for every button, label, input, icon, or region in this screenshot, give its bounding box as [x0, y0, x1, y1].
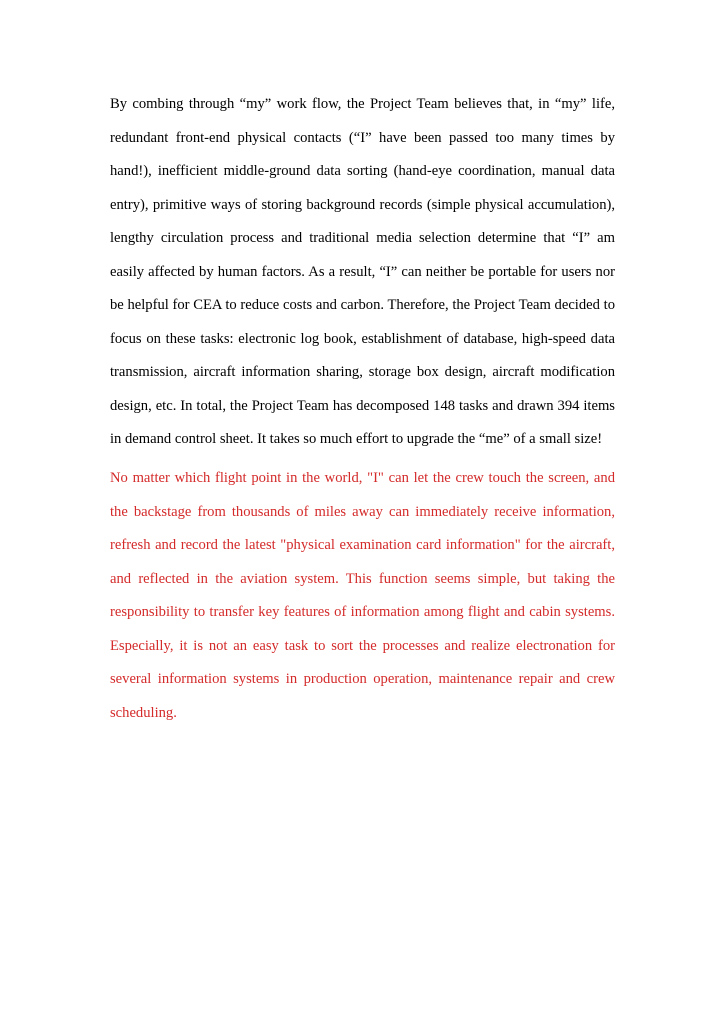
paragraph-flight-point-highlight: No matter which flight point in the world, "I" can let the crew touch the screen, and the backstage from thousands of miles away can immediately receive information, refresh and record the latest "physical examination card information" for the aircraft, and reflected in the aviation system. This function seems simple, but taking the responsibility to transfer key features of information among flight and cabin systems. Especially, it is not an easy task to sort the processes and realize electronation for several information systems in production operation, maintenance repair and crew scheduling. — [110, 470, 615, 721]
paragraph-project-team-workflow: By combing through “my” work flow, the Project Team believes that, in “my” life, redundant front-end physical contacts (“I” have been passed too many times by hand!), inefficient middle-ground data sorting (hand-eye coordination, manual data entry), primitive ways of storing background records (simple physical accumulation), lengthy circulation process and traditional media selection determine that “I” am easily affected by human factors. As a result, “I” can neither be portable for users nor be helpful for CEA to reduce costs and carbon. Therefore, the Project Team decided to focus on these tasks: electronic log book, establishment of database, high-speed data transmission, aircraft information sharing, storage box design, aircraft modification design, etc. In total, the Project Team has decomposed 148 tasks and drawn 394 items in demand control sheet. It takes so much effort to upgrade the “me” of a small size! — [110, 96, 615, 447]
